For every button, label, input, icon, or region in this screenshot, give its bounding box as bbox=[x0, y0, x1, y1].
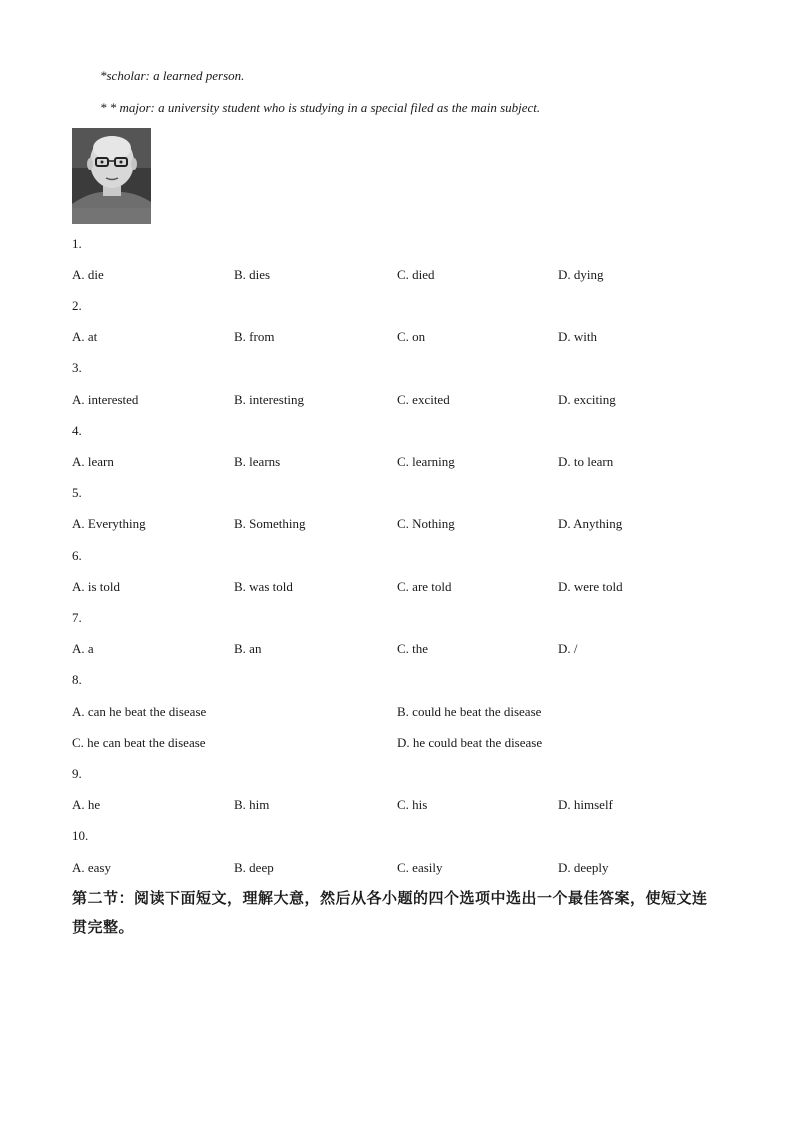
option-b: B. dies bbox=[234, 267, 271, 282]
option-a: A. easy bbox=[72, 860, 111, 875]
option-c: C. died bbox=[397, 267, 435, 282]
footnote-major: * * major: a university student who is studying in a special filed as the main subject. bbox=[100, 100, 541, 115]
question-number: 9. bbox=[72, 766, 82, 781]
option-b: B. him bbox=[234, 797, 270, 812]
option-b: B. an bbox=[234, 641, 262, 656]
option-d: D. himself bbox=[558, 797, 613, 812]
option-d: D. Anything bbox=[558, 516, 623, 531]
option-b: B. deep bbox=[234, 860, 274, 875]
option-d: D. were told bbox=[558, 579, 623, 594]
option-b: B. was told bbox=[234, 579, 293, 594]
question-number: 1. bbox=[72, 236, 82, 251]
option-b: B. Something bbox=[234, 516, 306, 531]
option-a: A. can he beat the disease bbox=[72, 704, 207, 719]
option-a: A. is told bbox=[72, 579, 121, 594]
question-number: 2. bbox=[72, 298, 82, 313]
option-c: C. are told bbox=[397, 579, 452, 594]
option-c: C. on bbox=[397, 329, 426, 344]
option-c: C. the bbox=[397, 641, 429, 656]
portrait-photo bbox=[72, 128, 151, 224]
option-c: C. easily bbox=[397, 860, 443, 875]
option-d: D. he could beat the disease bbox=[397, 735, 543, 750]
question-number: 3. bbox=[72, 360, 82, 375]
question-number: 10. bbox=[72, 828, 89, 843]
option-d: D. exciting bbox=[558, 392, 616, 407]
option-c: C. excited bbox=[397, 392, 450, 407]
option-b: B. interesting bbox=[234, 392, 305, 407]
option-d: D. dying bbox=[558, 267, 604, 282]
question-number: 4. bbox=[72, 423, 82, 438]
question-number: 8. bbox=[72, 672, 82, 687]
section-heading: 第二节：阅读下面短文，理解大意，然后从各小题的四个选项中选出一个最佳答案，使短文连贯完整。 bbox=[72, 889, 708, 936]
question-number: 5. bbox=[72, 485, 82, 500]
option-b: B. from bbox=[234, 329, 275, 344]
question-number: 7. bbox=[72, 610, 82, 625]
option-a: A. he bbox=[72, 797, 101, 812]
option-b: B. could he beat the disease bbox=[397, 704, 542, 719]
option-a: A. a bbox=[72, 641, 94, 656]
option-a: A. interested bbox=[72, 392, 139, 407]
option-d: D. deeply bbox=[558, 860, 609, 875]
option-a: A. at bbox=[72, 329, 98, 344]
option-b: B. learns bbox=[234, 454, 281, 469]
option-c: C. his bbox=[397, 797, 428, 812]
footnote-scholar: *scholar: a learned person. bbox=[100, 68, 245, 83]
option-d: D. with bbox=[558, 329, 597, 344]
option-c: C. Nothing bbox=[397, 516, 455, 531]
option-d: D. / bbox=[558, 641, 578, 656]
option-a: A. learn bbox=[72, 454, 114, 469]
option-a: A. Everything bbox=[72, 516, 146, 531]
option-c: C. he can beat the disease bbox=[72, 735, 206, 750]
option-c: C. learning bbox=[397, 454, 455, 469]
option-a: A. die bbox=[72, 267, 104, 282]
question-number: 6. bbox=[72, 548, 82, 563]
option-d: D. to learn bbox=[558, 454, 614, 469]
